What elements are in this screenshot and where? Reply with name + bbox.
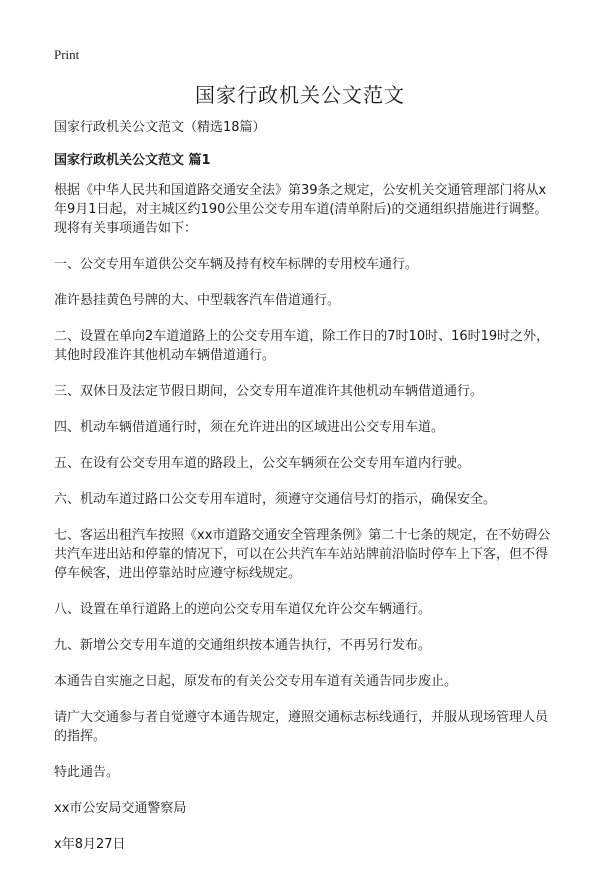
paragraph-intro: 根据《中华人民共和国道路交通安全法》第39条之规定，公安机关交通管理部门将从x年9月1日起，对主城区约190公里公交专用车道(清单附后)的交通组织措施进行调整。现将有关事项通告如下： (54, 183, 548, 236)
paragraph-item-8: 八、设置在单行道路上的逆向公交专用车道仅允许公交车辆通行。 (54, 602, 432, 617)
issuer-name: xx市公安局交通警察局 (54, 801, 187, 816)
section-heading: 国家行政机关公文范文 篇1 (54, 153, 211, 168)
paragraph-item-2: 二、设置在单向2车道道路上的公交专用车道，除工作日的7时10时、16时19时之外，其他时段准许其他机动车辆借道通行。 (54, 329, 550, 363)
paragraph-closing: 特此通告。 (54, 765, 120, 780)
page-title: 国家行政机关公文范文 (195, 83, 405, 107)
issue-date: x年8月27日 (54, 837, 126, 852)
paragraph-request: 请广大交通参与者自觉遵守本通告规定，遵照交通标志标线通行，并服从现场管理人员的指挥。 (54, 710, 549, 744)
paragraph-item-4: 四、机动车辆借道通行时，须在允许进出的区域进出公交专用车道。 (54, 420, 445, 435)
paragraph-item-1: 一、公交专用车道供公交车辆及持有校车标牌的专用校车通行。 (54, 257, 419, 272)
paragraph-effective: 本通告自实施之日起，原发布的有关公交专用车道有关通告同步废止。 (54, 674, 458, 689)
paragraph-item-7: 七、客运出租汽车按照《xx市道路交通安全管理条例》第二十七条的规定，在不妨碍公共汽车进出站和停靠的情况下，可以在公共汽车车站站牌前沿临时停车上下客，但不得停车候客，进出停靠站时应遵守标线规定。 (54, 528, 551, 581)
paragraph-item-6: 六、机动车道过路口公交专用车道时，须遵守交通信号灯的指示，确保安全。 (54, 492, 497, 507)
document-subtitle: 国家行政机关公文范文（精选18篇） (54, 120, 266, 135)
paragraph-item-3: 三、双休日及法定节假日期间，公交专用车道准许其他机动车辆借道通行。 (54, 384, 484, 399)
paragraph-item-9: 九、新增公交专用车道的交通组织按本通告执行，不再另行发布。 (54, 638, 432, 653)
paragraph-item-5: 五、在设有公交专用车道的路段上，公交车辆须在公交专用车道内行驶。 (54, 456, 471, 471)
document-body (54, 118, 554, 871)
paragraph-item-1-note: 准许悬挂黄色号牌的大、中型载客汽车借道通行。 (54, 293, 341, 308)
print-link[interactable]: Print (54, 47, 80, 62)
